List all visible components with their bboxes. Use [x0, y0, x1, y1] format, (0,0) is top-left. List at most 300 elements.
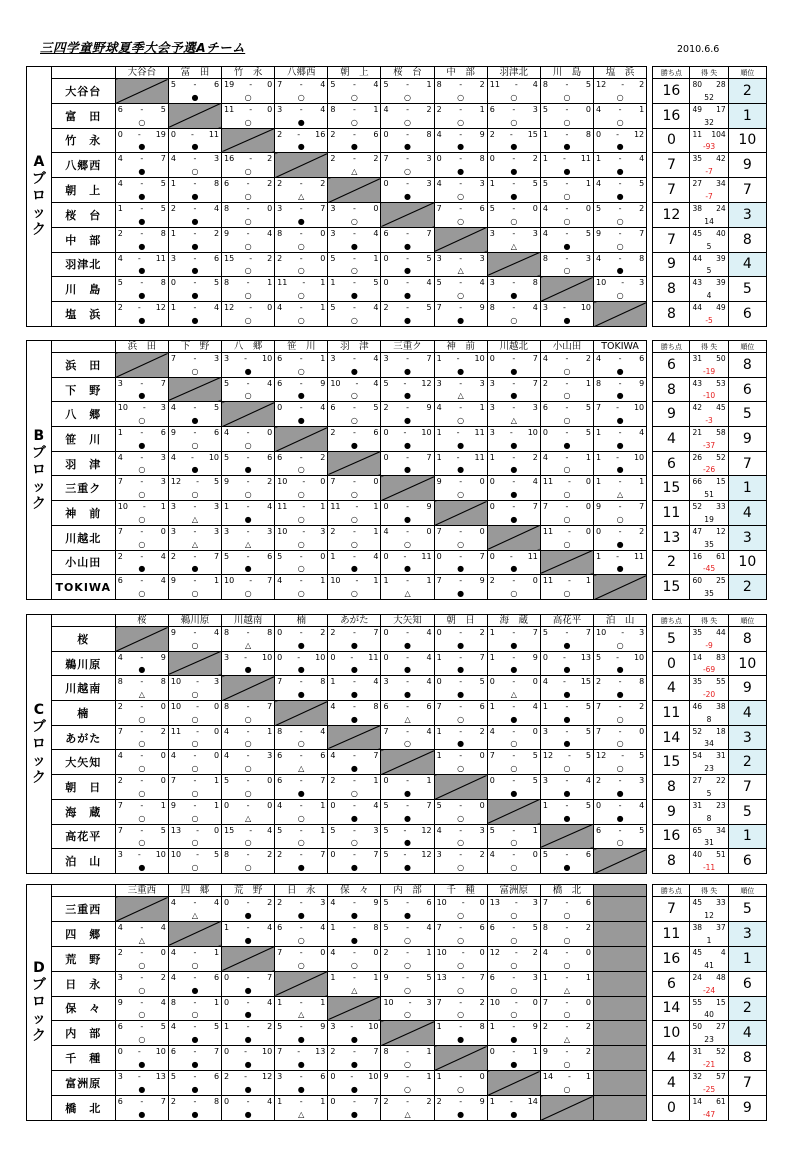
win-mark: ○	[616, 241, 624, 251]
col-header-team: 三重ク	[381, 341, 434, 353]
match-score: 1 - 10	[436, 354, 485, 363]
match-score: 2 - 4	[170, 203, 220, 213]
goals-against: 52	[716, 1047, 726, 1057]
loss-mark: ●	[404, 788, 412, 798]
match-result	[222, 451, 275, 476]
win-mark: ○	[404, 1060, 412, 1070]
match-score: 4 - 1	[170, 947, 220, 957]
goals-for: 14	[692, 1097, 703, 1106]
match-score: 1 - 11	[436, 452, 485, 462]
col-header-team: 橋 北	[540, 885, 593, 897]
match-result	[275, 178, 328, 203]
loss-mark: ●	[138, 564, 146, 574]
table-row	[27, 153, 767, 178]
loss-mark: ●	[616, 391, 624, 401]
match-result	[434, 575, 487, 600]
match-score: 2 - 12	[224, 1072, 273, 1082]
match-result	[328, 921, 381, 946]
goal-difference: 12	[704, 910, 714, 920]
goals-for: 42	[692, 403, 703, 413]
empty-cell	[594, 1071, 647, 1096]
rank-value: 10	[728, 550, 766, 575]
goals-header	[690, 67, 728, 79]
self-match-cell	[115, 897, 168, 922]
row-team-name: 富 田	[51, 103, 115, 128]
match-score: 8 - 8	[224, 628, 273, 637]
col-header-team: 中 部	[434, 67, 487, 79]
match-score: 5 - 3	[330, 825, 379, 835]
win-mark: ○	[244, 117, 252, 127]
match-score: 6 - 5	[489, 922, 538, 932]
match-score: 6 - 4	[277, 922, 326, 932]
goal-difference: -9	[705, 640, 713, 650]
match-score: 11 - 1	[330, 502, 379, 512]
match-score: 0 - 4	[330, 800, 379, 810]
win-mark: ○	[404, 1085, 412, 1094]
loss-mark: ●	[350, 690, 358, 700]
match-score: 9 - 2	[224, 477, 273, 487]
table-row	[27, 971, 767, 996]
col-header-team: 日 永	[275, 885, 328, 897]
self-match-cell	[222, 676, 275, 701]
win-mark: ○	[191, 440, 199, 450]
table-row	[27, 402, 767, 427]
match-score: 4 - 7	[117, 154, 166, 164]
match-score: 0 - 12	[596, 129, 645, 139]
points-value: 9	[653, 799, 690, 824]
match-score: 4 - 8	[596, 253, 645, 263]
match-score: 3 - 8	[489, 278, 538, 288]
win-mark: ○	[350, 416, 358, 426]
points-value: 7	[653, 178, 690, 203]
match-score: 10 - 5	[170, 850, 220, 860]
match-score: 1 - 1	[383, 576, 432, 586]
win-mark: ○	[350, 490, 358, 500]
goals-cell	[690, 897, 728, 922]
match-result	[434, 525, 487, 550]
match-result	[328, 897, 381, 922]
match-score: 1 - 11	[596, 551, 645, 561]
rank-value: 5	[728, 799, 766, 824]
loss-mark: ●	[510, 391, 518, 401]
goal-difference: 35	[704, 589, 714, 598]
match-score: 2 - 1	[383, 947, 432, 957]
win-mark: ○	[191, 640, 199, 650]
match-score: 12 - 5	[542, 751, 592, 761]
col-header-team: 大矢知	[381, 615, 434, 627]
goals-cell	[690, 701, 728, 726]
draw-mark: △	[617, 490, 624, 500]
goal-difference: 34	[704, 739, 714, 749]
match-score: 0 - 5	[383, 253, 432, 263]
match-score: 2 - 5	[383, 303, 432, 313]
loss-mark: ●	[350, 1060, 358, 1070]
row-team-name: 四 郷	[51, 921, 115, 946]
goals-cell	[690, 1046, 728, 1071]
match-result	[222, 525, 275, 550]
self-match-cell	[381, 750, 434, 775]
match-result	[540, 427, 593, 452]
loss-mark: ●	[563, 167, 571, 177]
match-score: 4 - 7	[330, 751, 379, 761]
loss-mark: ●	[350, 813, 358, 823]
goals-against: 34	[716, 825, 726, 835]
table-row	[27, 103, 767, 128]
match-result	[275, 651, 328, 676]
row-team-name: 羽 津	[51, 451, 115, 476]
match-score: 1 - 2	[170, 228, 220, 238]
col-header-team: 鵜川原	[168, 615, 221, 627]
win-mark: ○	[616, 640, 624, 650]
match-result	[275, 353, 328, 378]
match-score: 1 - 2	[224, 1022, 273, 1032]
match-score: 9 - 1	[383, 1072, 432, 1082]
loss-mark: ●	[244, 1060, 252, 1070]
col-header-empty	[594, 885, 647, 897]
match-result	[275, 525, 328, 550]
loss-mark: ●	[510, 1110, 518, 1119]
points-value: 8	[653, 277, 690, 302]
win-mark: ○	[244, 490, 252, 500]
rank-header: 順位	[728, 885, 766, 897]
match-result	[275, 476, 328, 501]
loss-mark: ●	[191, 316, 199, 325]
goals-for: 47	[692, 526, 703, 536]
points-value: 10	[653, 1021, 690, 1046]
row-team-name: 竹 永	[51, 128, 115, 153]
goal-difference: -11	[702, 863, 716, 872]
match-result	[115, 575, 168, 600]
goal-difference: 35	[704, 539, 714, 549]
points-value: 16	[653, 79, 690, 104]
match-score: 6 - 2	[224, 179, 273, 189]
match-result	[275, 1046, 328, 1071]
win-mark: ○	[563, 92, 571, 102]
goals-for: 11	[692, 129, 703, 139]
match-score: 7 - 0	[596, 726, 645, 736]
match-result	[328, 824, 381, 849]
row-team-name: 下 野	[51, 377, 115, 402]
match-result	[434, 996, 487, 1021]
match-score: 0 - 7	[489, 502, 538, 512]
self-match-cell	[222, 946, 275, 971]
win-mark: ○	[563, 490, 571, 500]
col-header-team: TOKIWA	[594, 341, 647, 353]
goals-against: 39	[716, 278, 726, 288]
match-score: 3 - 10	[330, 1022, 379, 1032]
goals-for-header: 得	[700, 886, 708, 895]
match-result	[328, 1046, 381, 1071]
match-score: 4 - 6	[596, 354, 645, 363]
win-mark: ○	[563, 589, 571, 598]
loss-mark: ●	[457, 142, 465, 152]
match-result	[328, 971, 381, 996]
win-mark: ○	[404, 960, 412, 970]
match-score: 2 - 0	[117, 702, 166, 712]
match-result	[487, 550, 540, 575]
win-mark: ○	[563, 764, 571, 774]
match-result	[328, 799, 381, 824]
rank-value: 2	[728, 996, 766, 1021]
loss-mark: ●	[404, 241, 412, 251]
loss-mark: ●	[350, 935, 358, 945]
loss-mark: ●	[297, 1060, 305, 1070]
match-score: 3 - 4	[330, 354, 379, 363]
match-result	[115, 525, 168, 550]
match-result	[222, 750, 275, 775]
win-mark: ○	[510, 92, 518, 102]
goals-header	[690, 341, 728, 353]
loss-mark: ●	[138, 1110, 146, 1119]
match-result	[328, 402, 381, 427]
match-result	[540, 128, 593, 153]
header-corner	[51, 341, 115, 353]
draw-mark: △	[298, 764, 305, 774]
goals-against-header: 失	[710, 68, 718, 77]
goals-for: 50	[692, 1022, 703, 1032]
match-score: 0 - 10	[117, 1047, 166, 1057]
draw-mark: △	[351, 985, 358, 995]
match-score: 10 - 3	[170, 677, 220, 687]
draw-mark: △	[563, 985, 571, 995]
win-mark: ○	[510, 910, 518, 920]
match-score: 0 - 13	[542, 652, 592, 662]
match-result	[540, 153, 593, 178]
win-mark: ○	[510, 960, 518, 970]
win-mark: ○	[563, 117, 571, 127]
match-score: 4 - 5	[170, 1022, 220, 1032]
row-team-name: 桜	[51, 627, 115, 652]
match-result	[115, 277, 168, 302]
match-result	[115, 750, 168, 775]
match-score: 2 - 2	[277, 179, 326, 189]
col-header-team: 羽 津	[328, 341, 381, 353]
goal-difference: 8	[706, 813, 712, 823]
match-result	[434, 353, 487, 378]
rank-value: 3	[728, 921, 766, 946]
match-score: 2 - 15	[489, 129, 538, 139]
match-score: 3 - 3	[436, 253, 485, 263]
match-result	[115, 701, 168, 726]
match-result	[594, 353, 647, 378]
row-team-name: 中 部	[51, 227, 115, 252]
match-score: 1 - 4	[489, 702, 538, 712]
match-score: 1 - 8	[542, 129, 592, 139]
win-mark: ○	[563, 1085, 571, 1094]
win-mark: ○	[616, 514, 624, 524]
loss-mark: ●	[244, 1110, 252, 1119]
draw-mark: △	[191, 514, 199, 524]
match-result	[434, 427, 487, 452]
loss-mark: ●	[510, 191, 518, 201]
win-mark: ○	[457, 813, 465, 823]
match-result	[168, 575, 221, 600]
empty-cell	[594, 897, 647, 922]
match-result	[540, 651, 593, 676]
match-score: 0 - 9	[383, 502, 432, 512]
match-result	[487, 427, 540, 452]
loss-mark: ●	[350, 291, 358, 301]
goals-against: 31	[716, 751, 726, 761]
match-result	[487, 1046, 540, 1071]
goal-difference: 32	[704, 117, 714, 127]
match-score: 5 - 1	[383, 80, 432, 89]
match-result	[328, 427, 381, 452]
match-score: 2 - 8	[596, 677, 645, 687]
match-score: 5 - 4	[330, 80, 379, 89]
match-score: 1 - 4	[224, 922, 273, 932]
match-result	[115, 202, 168, 227]
loss-mark: ●	[404, 910, 412, 920]
points-value: 11	[653, 921, 690, 946]
match-score: 8 - 9	[596, 378, 645, 388]
match-result	[168, 79, 221, 104]
match-score: 4 - 0	[383, 526, 432, 536]
match-result	[328, 79, 381, 104]
win-mark: ○	[244, 191, 252, 201]
empty-cell	[594, 1046, 647, 1071]
empty-cell	[594, 1096, 647, 1121]
loss-mark: ●	[138, 191, 146, 201]
match-result	[434, 79, 487, 104]
points-value: 6	[653, 451, 690, 476]
table-row	[27, 1071, 767, 1096]
rank-value: 9	[728, 1096, 766, 1121]
match-result	[487, 451, 540, 476]
win-mark: ○	[616, 714, 624, 724]
loss-mark: ●	[457, 316, 465, 325]
match-score: 6 - 7	[383, 228, 432, 238]
match-result	[487, 651, 540, 676]
match-score: 3 - 10	[224, 354, 273, 363]
col-header-team: 羽津北	[487, 67, 540, 79]
loss-mark: ●	[510, 490, 518, 500]
match-score: 5 - 6	[383, 898, 432, 907]
goals-against: 18	[716, 726, 726, 736]
loss-mark: ●	[138, 440, 146, 450]
match-result	[594, 750, 647, 775]
match-score: 0 - 2	[596, 526, 645, 536]
match-result	[275, 128, 328, 153]
match-result	[434, 824, 487, 849]
points-header: 勝ち点	[653, 341, 690, 353]
points-value: 7	[653, 897, 690, 922]
loss-mark: ●	[297, 910, 305, 920]
match-score: 7 - 0	[277, 947, 326, 957]
match-score: 11 - 1	[542, 576, 592, 586]
loss-mark: ●	[616, 465, 624, 475]
match-result	[328, 302, 381, 327]
goal-difference: -45	[702, 564, 716, 574]
goal-difference: -5	[705, 316, 713, 325]
col-header-team: 神 前	[434, 341, 487, 353]
match-result	[381, 946, 434, 971]
loss-mark: ●	[244, 366, 252, 376]
match-result	[594, 103, 647, 128]
goals-for: 21	[692, 428, 703, 438]
table-row	[27, 627, 767, 652]
goals-for: 26	[692, 452, 703, 462]
points-value: 6	[653, 971, 690, 996]
match-score: 5 - 4	[383, 922, 432, 932]
points-value: 11	[653, 501, 690, 526]
win-mark: ○	[404, 739, 412, 749]
loss-mark: ●	[191, 564, 199, 574]
win-mark: ○	[457, 985, 465, 995]
match-score: 0 - 8	[436, 154, 485, 164]
loss-mark: ●	[138, 241, 146, 251]
goals-cell	[690, 178, 728, 203]
match-result	[540, 701, 593, 726]
row-team-name: 八 郷	[51, 402, 115, 427]
match-result	[594, 252, 647, 277]
match-result	[381, 775, 434, 800]
match-result	[275, 79, 328, 104]
match-score: 4 - 1	[277, 800, 326, 810]
match-result	[381, 451, 434, 476]
block-name: C ブ ロ ッ ク	[27, 615, 52, 874]
table-row	[27, 550, 767, 575]
draw-mark: △	[245, 539, 252, 549]
loss-mark: ●	[297, 863, 305, 872]
match-result	[275, 676, 328, 701]
self-match-cell	[487, 799, 540, 824]
header-corner	[51, 885, 115, 897]
goal-difference: 51	[704, 490, 714, 500]
win-mark: ○	[616, 291, 624, 301]
match-score: 4 - 0	[489, 850, 538, 860]
row-team-name: 神 前	[51, 501, 115, 526]
win-mark: ○	[138, 838, 146, 848]
goals-for: 32	[692, 1072, 703, 1082]
points-value: 15	[653, 750, 690, 775]
col-header-team: 川越北	[487, 341, 540, 353]
loss-mark: ●	[457, 690, 465, 700]
match-score: 7 - 9	[436, 303, 485, 313]
match-score: 5 - 9	[277, 1022, 326, 1032]
empty-cell	[594, 971, 647, 996]
match-score: 4 - 0	[330, 947, 379, 957]
win-mark: ○	[563, 960, 571, 970]
goals-cell	[690, 651, 728, 676]
match-result	[434, 701, 487, 726]
win-mark: ○	[350, 539, 358, 549]
loss-mark: ●	[350, 665, 358, 675]
match-score: 8 - 4	[277, 726, 326, 736]
loss-mark: ●	[510, 514, 518, 524]
points-value: 9	[653, 402, 690, 427]
match-result	[487, 627, 540, 652]
match-score: 4 - 5	[117, 179, 166, 189]
win-mark: ○	[457, 291, 465, 301]
page-date: 2010.6.6	[677, 44, 720, 55]
match-score: 0 - 11	[489, 551, 538, 561]
match-score: 4 - 9	[436, 129, 485, 139]
win-mark: ○	[350, 216, 358, 226]
loss-mark: ●	[244, 665, 252, 675]
match-result	[381, 302, 434, 327]
loss-mark: ●	[510, 640, 518, 650]
match-result	[275, 227, 328, 252]
match-result	[594, 128, 647, 153]
self-match-cell	[275, 971, 328, 996]
win-mark: ○	[457, 191, 465, 201]
goals-for: 52	[692, 502, 703, 512]
match-result	[168, 353, 221, 378]
match-result	[168, 501, 221, 526]
draw-mark: △	[298, 1110, 305, 1119]
match-result	[381, 103, 434, 128]
